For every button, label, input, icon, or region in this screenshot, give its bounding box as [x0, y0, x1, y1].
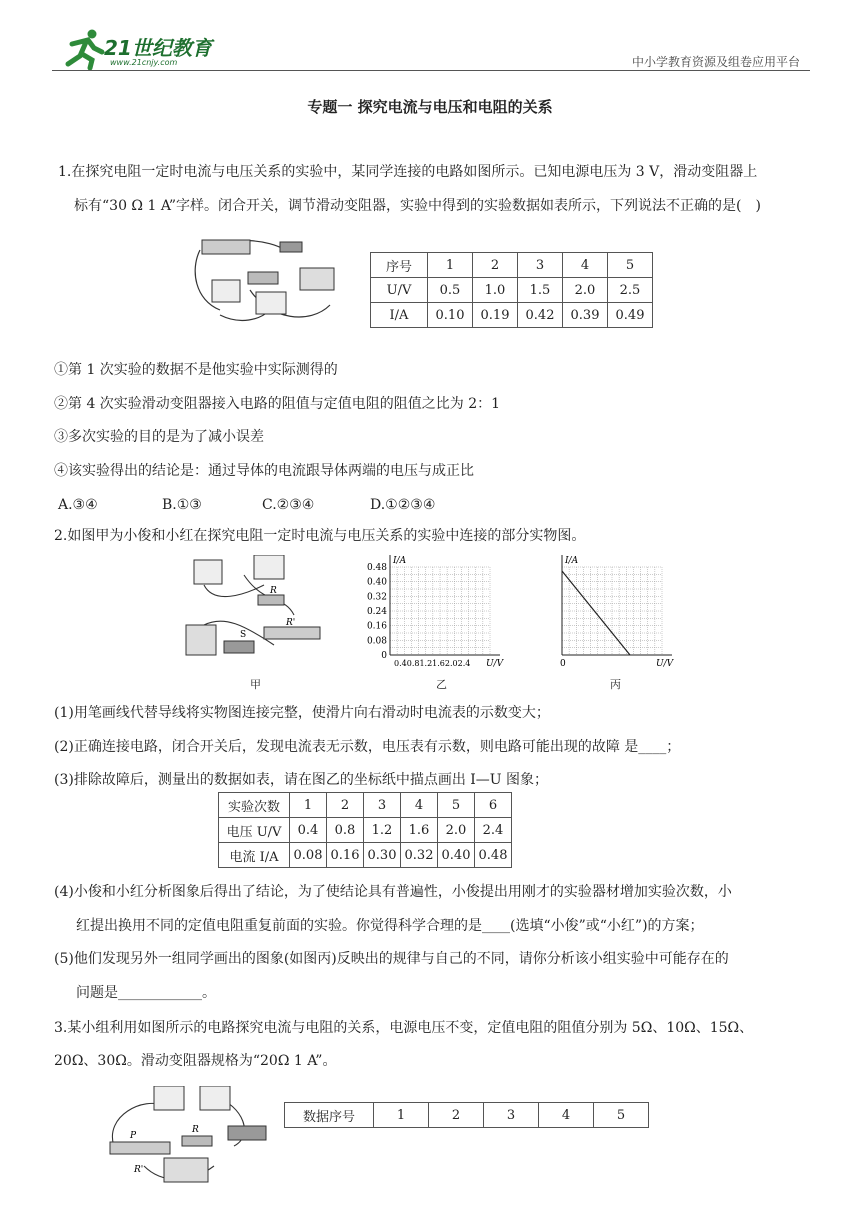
table-cell: 0.40	[438, 843, 475, 868]
trend-line	[562, 571, 630, 655]
q1-option-c: C.②③④	[262, 497, 315, 513]
table-cell: 数据序号	[285, 1103, 374, 1128]
table-row	[219, 843, 512, 868]
table-cell: 1.5	[518, 278, 563, 303]
q2-data-table	[218, 792, 512, 868]
caption-yi: 乙	[436, 678, 447, 691]
q1-statement-3: ③多次实验的目的是为了减小误差	[54, 429, 264, 445]
table-cell: 1.0	[473, 278, 518, 303]
q2-part-5-line2: 问题是____________。	[76, 985, 216, 1001]
table-row	[285, 1103, 649, 1128]
table-cell: 1	[374, 1103, 429, 1128]
label-s: S	[240, 630, 247, 640]
table-cell: 4	[563, 253, 608, 278]
y-tick-label: 0	[381, 651, 387, 661]
q2-part-2: (2)正确连接电路，闭合开关后，发现电流表无示数，电压表有示数，则电路可能出现的故障 是____；	[54, 739, 681, 755]
table-cell: 0.48	[475, 843, 512, 868]
table-cell: 2.5	[608, 278, 653, 303]
table-cell: 电流 I/A	[219, 843, 290, 868]
label-r-prime: R'	[134, 1165, 144, 1175]
table-cell: 0.32	[401, 843, 438, 868]
q1-option-d: D.①②③④	[370, 497, 436, 513]
table-cell: 2	[327, 793, 364, 818]
table-cell: 0.8	[327, 818, 364, 843]
table-cell: 0.30	[364, 843, 401, 868]
table-cell: 0.39	[563, 303, 608, 328]
table-cell: 5	[438, 793, 475, 818]
q1-circuit-figure	[190, 230, 340, 330]
q2-part-4-line1: (4)小俊和小红分析图象后得出了结论，为了使结论具有普遍性，小俊提出用刚才的实验器材增加实验次数，小	[54, 884, 732, 900]
y-tick-label: 0.32	[366, 592, 387, 603]
table-cell: 0.42	[518, 303, 563, 328]
table-row	[371, 303, 653, 328]
table-cell: 3	[484, 1103, 539, 1128]
table-cell: 2	[429, 1103, 484, 1128]
q1-statement-1: ①第 1 次实验的数据不是他实验中实际测得的	[54, 362, 338, 378]
platform-text: 中小学教育资源及组卷应用平台	[631, 55, 800, 69]
y-axis-label: I/A	[565, 556, 579, 566]
table-cell: 5	[594, 1103, 649, 1128]
logo	[62, 28, 232, 72]
q2-stem: 2.如图甲为小俊和小红在探究电阻一定时电流与电压关系的实验中连接的部分实物图。	[54, 528, 586, 544]
table-cell: 6	[475, 793, 512, 818]
table-cell: 2.4	[475, 818, 512, 843]
table-cell: 3	[364, 793, 401, 818]
q3-stem-line2: 20Ω、30Ω。滑动变阻器规格为“20Ω 1 A”。	[54, 1053, 337, 1069]
logo-url: www.21cnjy.com	[110, 58, 178, 67]
logo-text: 21世纪教育	[104, 36, 212, 60]
x-tick-labels: 0.40.81.21.62.02.4	[394, 659, 471, 668]
label-r-prime: R'	[286, 618, 296, 628]
table-row	[371, 278, 653, 303]
table-cell: 0.49	[608, 303, 653, 328]
table-cell: 0.16	[327, 843, 364, 868]
table-cell: 0.19	[473, 303, 518, 328]
table-cell: 0.5	[428, 278, 473, 303]
y-tick-label: 0.48	[366, 563, 387, 573]
table-row	[371, 253, 653, 278]
runner-logo-icon	[62, 28, 106, 70]
table-cell: 1	[290, 793, 327, 818]
page-title: 专题一 探究电流与电压和电阻的关系	[307, 98, 553, 116]
table-cell: 1.6	[401, 818, 438, 843]
y-axis-label: I/A	[393, 556, 407, 566]
x-axis-label: U/V	[656, 659, 674, 669]
q1-data-table	[370, 252, 653, 328]
table-cell: 2.0	[438, 818, 475, 843]
q1-stem-line2: 标有“30 Ω 1 A”字样。闭合开关，调节滑动变阻器，实验中得到的实验数据如表所示，下列说法不正确的是( )	[74, 198, 761, 214]
table-cell: I/A	[371, 303, 428, 328]
q2-part-1: (1)用笔画线代替导线将实物图连接完整，使滑片向右滑动时电流表的示数变大；	[54, 705, 550, 721]
y-tick-label: 0.16	[366, 621, 387, 632]
table-row	[219, 818, 512, 843]
table-cell: 4	[401, 793, 438, 818]
table-cell: 4	[539, 1103, 594, 1128]
q2-part-5-line1: (5)他们发现另外一组同学画出的图象(如图丙)反映出的规律与自己的不同，请你分析该小组实验中可能存在的	[54, 951, 729, 967]
q2-part-4-line2: 红提出换用不同的定值电阻重复前面的实验。你觉得科学合理的是____(选填“小俊”或“小红”)的方案；	[76, 918, 704, 934]
table-cell: 1	[428, 253, 473, 278]
q3-circuit-figure	[104, 1086, 274, 1186]
y-tick-label: 0.08	[366, 636, 387, 647]
table-cell: 2.0	[563, 278, 608, 303]
q3-data-table	[284, 1102, 649, 1128]
origin-label: 0	[560, 659, 566, 669]
table-cell: 5	[608, 253, 653, 278]
q3-stem-line1: 3.某小组利用如图所示的电路探究电流与电阻的关系，电源电压不变，定值电阻的阻值分别为 5Ω、10Ω、15Ω、	[54, 1020, 754, 1036]
table-cell: 2	[473, 253, 518, 278]
table-cell: 实验次数	[219, 793, 290, 818]
table-cell: 1.2	[364, 818, 401, 843]
header-divider	[52, 70, 810, 71]
label-p: P	[130, 1131, 137, 1141]
table-cell: 序号	[371, 253, 428, 278]
q2-graph-bing	[552, 553, 682, 673]
table-cell: 0.08	[290, 843, 327, 868]
q1-option-a: A.③④	[58, 497, 98, 513]
table-row	[219, 793, 512, 818]
table-cell: 0.4	[290, 818, 327, 843]
q1-statement-4: ④该实验得出的结论是：通过导体的电流跟导体两端的电压与成正比	[54, 463, 474, 479]
table-cell: U/V	[371, 278, 428, 303]
label-r: R	[270, 586, 277, 596]
q2-part-3: (3)排除故障后，测量出的数据如表，请在图乙的坐标纸中描点画出 I—U 图象；	[54, 772, 549, 788]
table-cell: 0.10	[428, 303, 473, 328]
q1-option-b: B.①③	[162, 497, 202, 513]
label-r: R	[192, 1125, 199, 1135]
caption-bing: 丙	[610, 678, 621, 691]
q1-stem-line1: 1.在探究电阻一定时电流与电压关系的实验中，某同学连接的电路如图所示。已知电源电压为 3 V，滑动变阻器上	[58, 164, 758, 180]
x-axis-label: U/V	[486, 659, 504, 669]
q2-figure-jia	[184, 555, 324, 665]
y-tick-label: 0.40	[366, 577, 387, 588]
table-cell: 3	[518, 253, 563, 278]
y-tick-label: 0.24	[366, 607, 387, 617]
q1-statement-2: ②第 4 次实验滑动变阻器接入电路的阻值与定值电阻的阻值之比为 2：1	[54, 396, 501, 412]
caption-jia: 甲	[250, 678, 261, 691]
q2-graph-yi	[344, 553, 514, 673]
table-cell: 电压 U/V	[219, 818, 290, 843]
